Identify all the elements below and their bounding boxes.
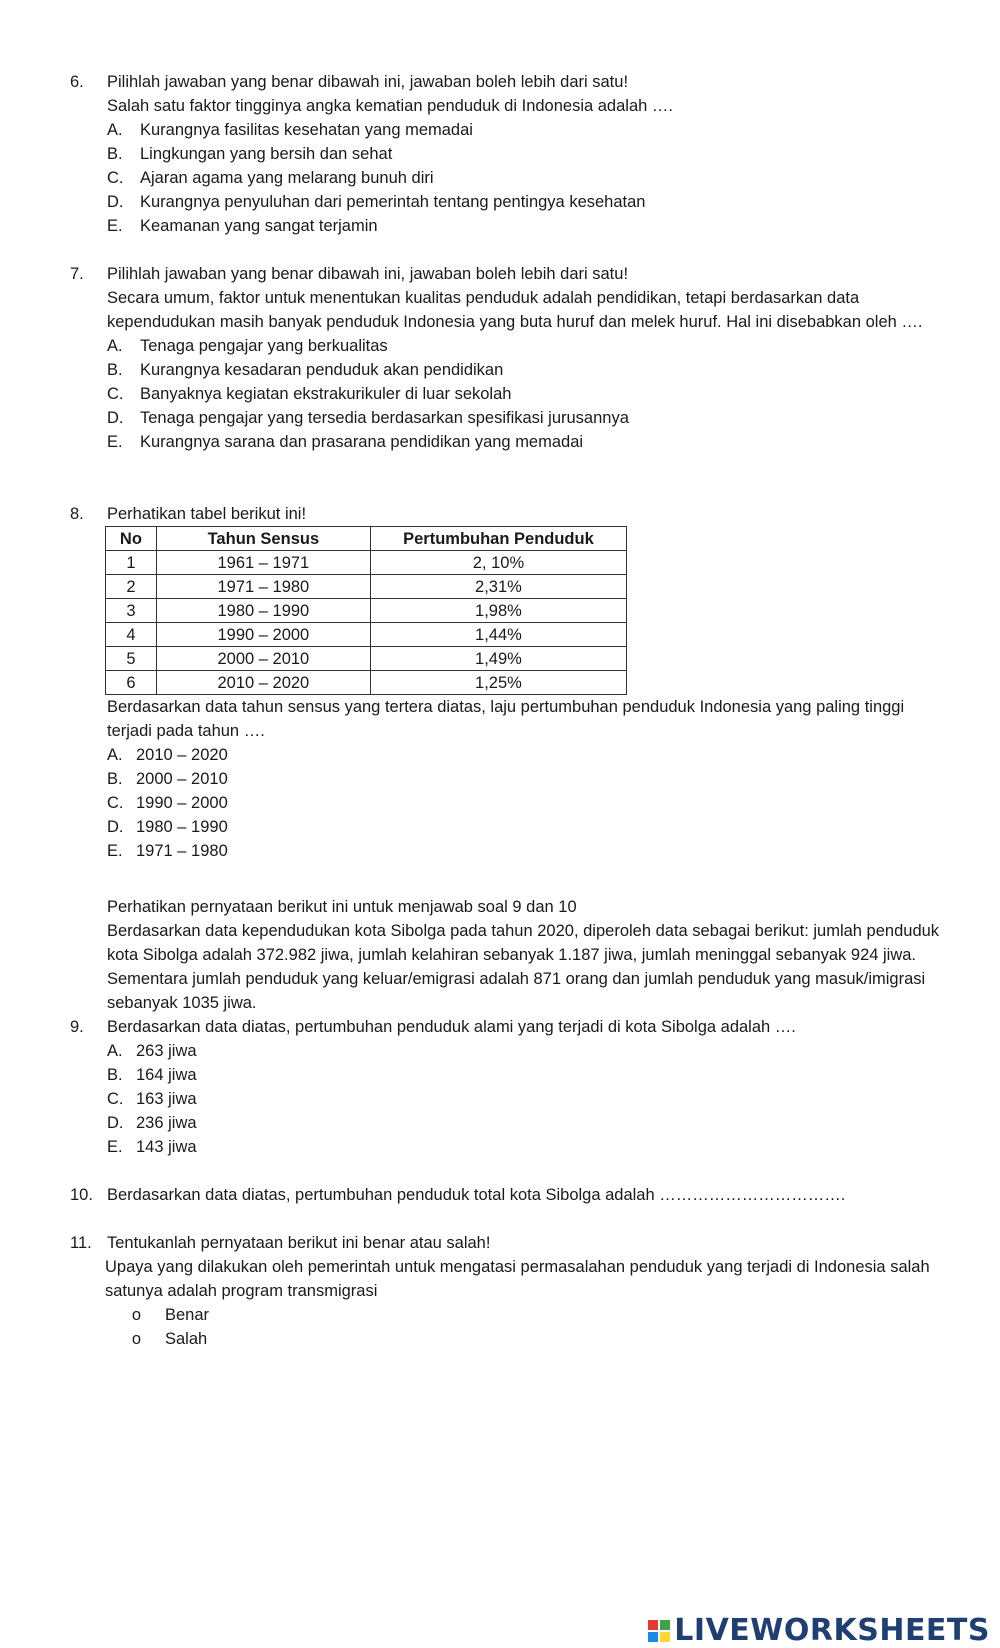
passage-text: Berdasarkan data kependudukan kota Sibolga pada tahun 2020, diperoleh data sebagai berikut: jumlah penduduk kota Sibolga adalah 372.982 jiwa, jumlah kelahiran sebanyak 1.187 jiwa, jumlah meninggal sebanyak 924 jiwa. Sementara jumlah penduduk yang keluar/emigrasi adalah 871 orang dan jumlah penduduk yang masuk/imigrasi sebanyak 1035 jiwa. xyxy=(107,922,940,1012)
option-d[interactable]: D. Tenaga pengajar yang tersedia berdasarkan spesifikasi jurusannya xyxy=(107,409,629,427)
option-b[interactable]: B. Kurangnya kesadaran penduduk akan pendidikan xyxy=(107,361,504,379)
table-cell: 1,25% xyxy=(370,671,626,695)
table-row xyxy=(106,671,627,695)
question-9 xyxy=(70,1015,940,1159)
option-d[interactable]: D. Kurangnya penyuluhan dari pemerintah tentang pentingya kesehatan xyxy=(107,193,646,211)
question-6 xyxy=(70,70,940,238)
table-cell: 2,31% xyxy=(370,575,626,599)
table-row xyxy=(106,623,627,647)
question-number: 11. xyxy=(70,1234,92,1252)
option-c[interactable]: C. Banyaknya kegiatan ekstrakurikuler di luar sekolah xyxy=(107,385,512,403)
table-row xyxy=(106,551,627,575)
table-cell: 6 xyxy=(106,671,157,695)
logo-square xyxy=(660,1632,670,1642)
option-list xyxy=(107,334,940,454)
table-row xyxy=(106,575,627,599)
question-text: Salah satu faktor tingginya angka kematian penduduk di Indonesia adalah …. xyxy=(107,97,673,115)
table-cell: 1971 – 1980 xyxy=(156,575,370,599)
logo-icon xyxy=(648,1620,670,1642)
question-text: Berdasarkan data diatas, pertumbuhan penduduk alami yang terjadi di kota Sibolga adalah …. xyxy=(107,1018,796,1036)
table-row xyxy=(106,647,627,671)
option-list xyxy=(105,1303,940,1351)
option-salah[interactable]: o Salah xyxy=(105,1327,940,1351)
table-cell: 2 xyxy=(106,575,157,599)
question-number: 8. xyxy=(70,505,84,523)
logo-square xyxy=(648,1632,658,1642)
table-cell: 2000 – 2010 xyxy=(156,647,370,671)
column-header: No xyxy=(106,527,157,551)
table-intro: Perhatikan tabel berikut ini! xyxy=(107,505,307,523)
table-cell: 1990 – 2000 xyxy=(156,623,370,647)
table-cell: 1980 – 1990 xyxy=(156,599,370,623)
table-cell: 1,98% xyxy=(370,599,626,623)
logo-square xyxy=(648,1620,658,1630)
table-cell: 1 xyxy=(106,551,157,575)
table-cell: 1,49% xyxy=(370,647,626,671)
table-cell: 1961 – 1971 xyxy=(156,551,370,575)
table-cell: 4 xyxy=(106,623,157,647)
column-header: Pertumbuhan Penduduk xyxy=(370,527,626,551)
question-text: Secara umum, faktor untuk menentukan kualitas penduduk adalah pendidikan, tetapi berdasarkan data kependudukan masih banyak penduduk Indonesia yang buta huruf dan melek huruf. Hal ini disebabkan oleh …. xyxy=(107,289,923,331)
option-b[interactable]: B. Lingkungan yang bersih dan sehat xyxy=(107,145,393,163)
option-benar[interactable]: o Benar xyxy=(105,1303,940,1327)
brand-name: LIVEWORKSHEETS xyxy=(674,1613,990,1648)
option-e[interactable]: E. Kurangnya sarana dan prasarana pendidikan yang memadai xyxy=(107,433,584,451)
question-11 xyxy=(70,1231,940,1351)
population-growth-table xyxy=(105,526,627,695)
option-a[interactable]: A. 2010 – 2020 xyxy=(107,746,228,764)
option-d[interactable]: D. 1980 – 1990 xyxy=(107,818,228,836)
liveworksheets-logo xyxy=(648,1613,990,1648)
option-d[interactable]: D. 236 jiwa xyxy=(107,1114,197,1132)
option-list xyxy=(107,118,940,238)
option-c[interactable]: C. 1990 – 2000 xyxy=(107,794,228,812)
option-b[interactable]: B. 2000 – 2010 xyxy=(107,770,228,788)
option-a[interactable]: A. 263 jiwa xyxy=(107,1042,197,1060)
column-header: Tahun Sensus xyxy=(156,527,370,551)
question-number: 6. xyxy=(70,73,84,91)
question-number: 9. xyxy=(70,1018,84,1036)
table-cell: 2, 10% xyxy=(370,551,626,575)
table-row xyxy=(106,599,627,623)
passage-heading: Perhatikan pernyataan berikut ini untuk menjawab soal 9 dan 10 xyxy=(107,898,577,916)
question-text: Upaya yang dilakukan oleh pemerintah untuk mengatasi permasalahan penduduk yang terjadi di Indonesia salah satunya adalah program transmigrasi xyxy=(105,1258,930,1300)
option-c[interactable]: C. 163 jiwa xyxy=(107,1090,197,1108)
option-c[interactable]: C. Ajaran agama yang melarang bunuh diri xyxy=(107,169,434,187)
question-10 xyxy=(70,1183,940,1207)
table-cell: 3 xyxy=(106,599,157,623)
passage-9-10 xyxy=(70,895,940,1015)
question-instruction: Tentukanlah pernyataan berikut ini benar atau salah! xyxy=(107,1234,491,1252)
question-8 xyxy=(70,502,940,863)
option-e[interactable]: E. Keamanan yang sangat terjamin xyxy=(107,217,378,235)
option-a[interactable]: A. Tenaga pengajar yang berkualitas xyxy=(107,337,388,355)
table-header-row xyxy=(106,527,627,551)
option-e[interactable]: E. 143 jiwa xyxy=(107,1138,197,1156)
question-instruction: Pilihlah jawaban yang benar dibawah ini, jawaban boleh lebih dari satu! xyxy=(107,73,629,91)
question-number: 10. xyxy=(70,1186,93,1204)
table-cell: 2010 – 2020 xyxy=(156,671,370,695)
option-b[interactable]: B. 164 jiwa xyxy=(107,1066,197,1084)
option-a[interactable]: A. Kurangnya fasilitas kesehatan yang memadai xyxy=(107,121,473,139)
option-e[interactable]: E. 1971 – 1980 xyxy=(107,842,228,860)
question-number: 7. xyxy=(70,265,84,283)
logo-square xyxy=(660,1620,670,1630)
question-text[interactable]: Berdasarkan data diatas, pertumbuhan penduduk total kota Sibolga adalah ……………………………. xyxy=(107,1186,846,1204)
question-7 xyxy=(70,262,940,454)
table-cell: 5 xyxy=(106,647,157,671)
radio-icon[interactable]: o xyxy=(131,1330,141,1348)
question-text: Berdasarkan data tahun sensus yang tertera diatas, laju pertumbuhan penduduk Indonesia yang paling tinggi terjadi pada tahun …. xyxy=(107,698,905,740)
option-list xyxy=(107,743,940,863)
table-cell: 1,44% xyxy=(370,623,626,647)
option-list xyxy=(107,1039,940,1159)
radio-icon[interactable]: o xyxy=(131,1306,141,1324)
question-instruction: Pilihlah jawaban yang benar dibawah ini, jawaban boleh lebih dari satu! xyxy=(107,265,629,283)
